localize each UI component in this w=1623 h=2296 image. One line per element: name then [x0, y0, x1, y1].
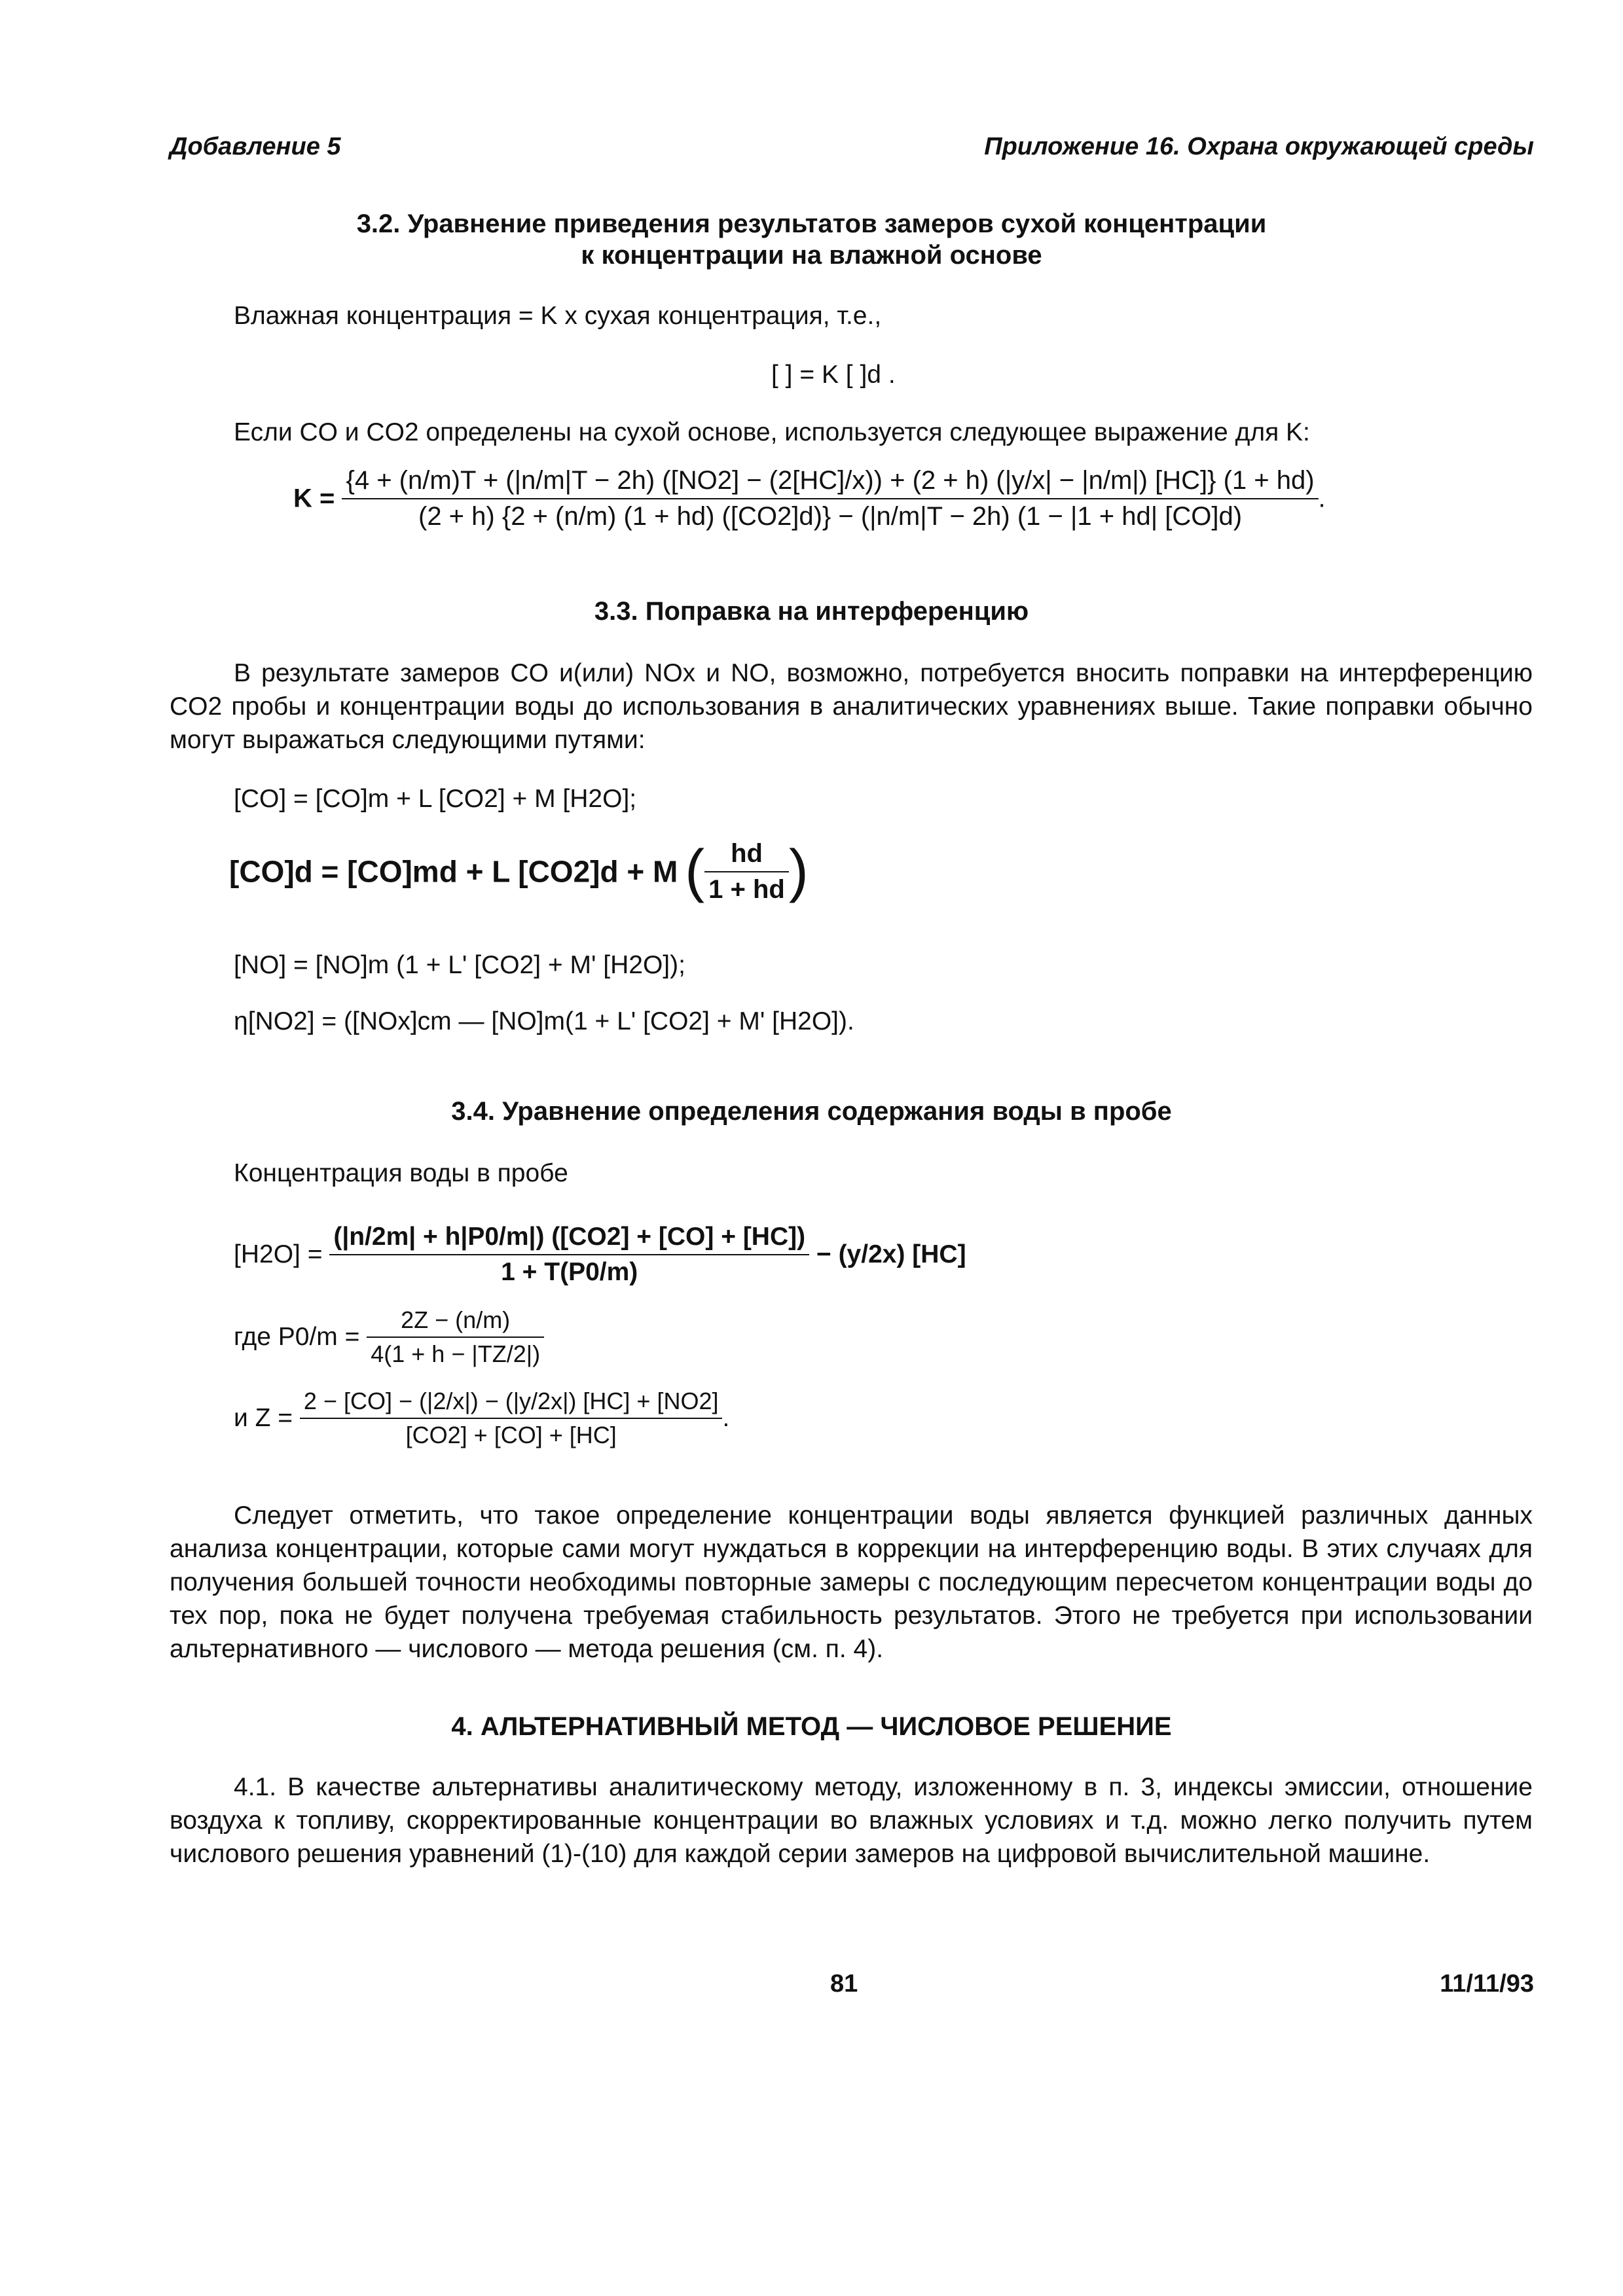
- k-numerator: {4 + (n/m)T + (|n/m|T − 2h) ([NO2] − (2[HC]/x)) + (2 + h) (|y/x| − |n/m|) [HC]} (1 + hd): [342, 466, 1318, 499]
- no2-correction-eq: η[NO2] = ([NOx]cm — [NO]m(1 + L' [CO2] + M' [H2O]).: [234, 1007, 854, 1035]
- section-4-1-paragraph: 4.1. В качестве альтернативы аналитическому методу, изложенному в п. 3, индексы эмиссии, отношение воздуха к топливу, скорректированные концентрации во влажных условиях и т.д. можно легко получить путем числового решения уравнений (1)-(10) для каждой серии замеров на цифровой вычислительной машине.: [170, 1773, 1533, 1868]
- co-dry-eq-lhs: [CO]d = [CO]md + L [CO2]d + M: [229, 854, 678, 889]
- hd-fraction: [704, 839, 789, 905]
- header-left: Добавление 5: [170, 133, 341, 160]
- page-number: 81: [830, 1970, 858, 1998]
- k-denominator: (2 + h) {2 + (n/m) (1 + hd) ([CO2]d)} − (|n/m|T − 2h) (1 − |1 + hd| [CO]d): [418, 502, 1243, 531]
- footer-date: 11/11/93: [1440, 1970, 1534, 1998]
- wet-dry-equation: [ ] = K [ ]d .: [771, 361, 896, 389]
- co-dry-correction-eq: [CO]d = [CO]md + L [CO2]d + M ( $\frac{hd}{1 + hd}$ ): [229, 838, 809, 904]
- h2o-lhs: [H2O] =: [234, 1240, 323, 1268]
- k-intro-sentence: Если CO и CO2 определены на сухой основе, используется следующее выражение для K:: [234, 418, 1310, 446]
- k-equation: K = {4 + (n/m)T + (|n/m|T − 2h) ([NO2] − (2[HC]/x)) + (2 + h) (|y/x| − |n/m|) [HC]} (1 + hd) (2 + h) {2 + (n/m) (1 + hd) ([CO2]d)} − (|n/m|T − 2h) (1 − |1 + hd| [CO]d) .: [293, 466, 1326, 531]
- p0m-numerator: 2Z − (n/m): [367, 1306, 544, 1338]
- p0m-denominator: 4(1 + h − |TZ/2|): [371, 1340, 541, 1367]
- z-numerator: 2 − [CO] − (|2/x|) − (|y/2x|) [HC] + [NO2]: [300, 1388, 723, 1419]
- p0m-fraction: [367, 1306, 544, 1368]
- section-3-4-title: 3.4. Уравнение определения содержания воды в пробе: [451, 1097, 1172, 1126]
- h2o-fraction: [329, 1223, 809, 1287]
- z-equation: и Z = $\frac{2 - [CO] - (|2/x|) - (|y/2x|) [HC] + [NO2]}{[CO2] + [CO] + [HC]}$ .: [234, 1388, 730, 1448]
- k-label: K =: [293, 484, 335, 513]
- hd-denominator: 1 + hd: [708, 874, 785, 904]
- h2o-denominator: 1 + T(P0/m): [501, 1258, 638, 1286]
- co-correction-eq: [CO] = [CO]m + L [CO2] + M [H2O];: [234, 785, 637, 813]
- water-note-paragraph: Следует отметить, что такое определение концентрации воды является функцией различных данных анализа концентрации, которые сами могут нуждаться в коррекции на интерференцию воды. В этих случаях для получения большей точности необходимы повторные замеры с последующим пересчетом концентрации воды до тех пор, пока не будет получена требуемая стабильность результатов. Этого не требуется при использовании альтернативного — числового — метода решения (см. п. 4).: [170, 1501, 1533, 1663]
- h2o-equation: [234, 1223, 966, 1287]
- wet-conc-sentence: Влажная концентрация = K x сухая концентрация, т.е.,: [234, 302, 882, 330]
- water-intro: Концентрация воды в пробе: [234, 1159, 568, 1187]
- p0m-equation: [234, 1306, 544, 1368]
- z-denominator: [CO2] + [CO] + [HC]: [405, 1422, 617, 1448]
- section-3-3-title: 3.3. Поправка на интерференцию: [594, 597, 1029, 626]
- section-3-2-title-line1: 3.2. Уравнение приведения результатов замеров сухой концентрации: [356, 209, 1267, 238]
- k-fraction: [342, 466, 1318, 531]
- section-4-title: 4. АЛЬТЕРНАТИВНЫЙ МЕТОД — ЧИСЛОВОЕ РЕШЕНИЕ: [451, 1712, 1172, 1741]
- section-3-2-title-line2: к концентрации на влажной основе: [581, 241, 1042, 270]
- no-correction-eq: [NO] = [NO]m (1 + L' [CO2] + M' [H2O]);: [234, 951, 685, 979]
- z-lhs: и Z =: [234, 1404, 293, 1432]
- z-fraction: [300, 1388, 723, 1449]
- interference-paragraph: В результате замеров CO и(или) NOx и NO, возможно, потребуется вносить поправки на интерференцию CO2 пробы и концентрации воды до использования в аналитических уравнениях выше. Такие поправки обычно могут выражаться следующими путями:: [170, 659, 1533, 754]
- h2o-tail: − (y/2x) [HC]: [816, 1240, 966, 1268]
- header-right: Приложение 16. Охрана окружающей среды: [984, 133, 1534, 160]
- h2o-numerator: (|n/2m| + h|P0/m|) ([CO2] + [CO] + [HC]): [329, 1223, 809, 1255]
- hd-numerator: hd: [704, 839, 789, 872]
- p0m-lhs: где P0/m =: [234, 1323, 360, 1351]
